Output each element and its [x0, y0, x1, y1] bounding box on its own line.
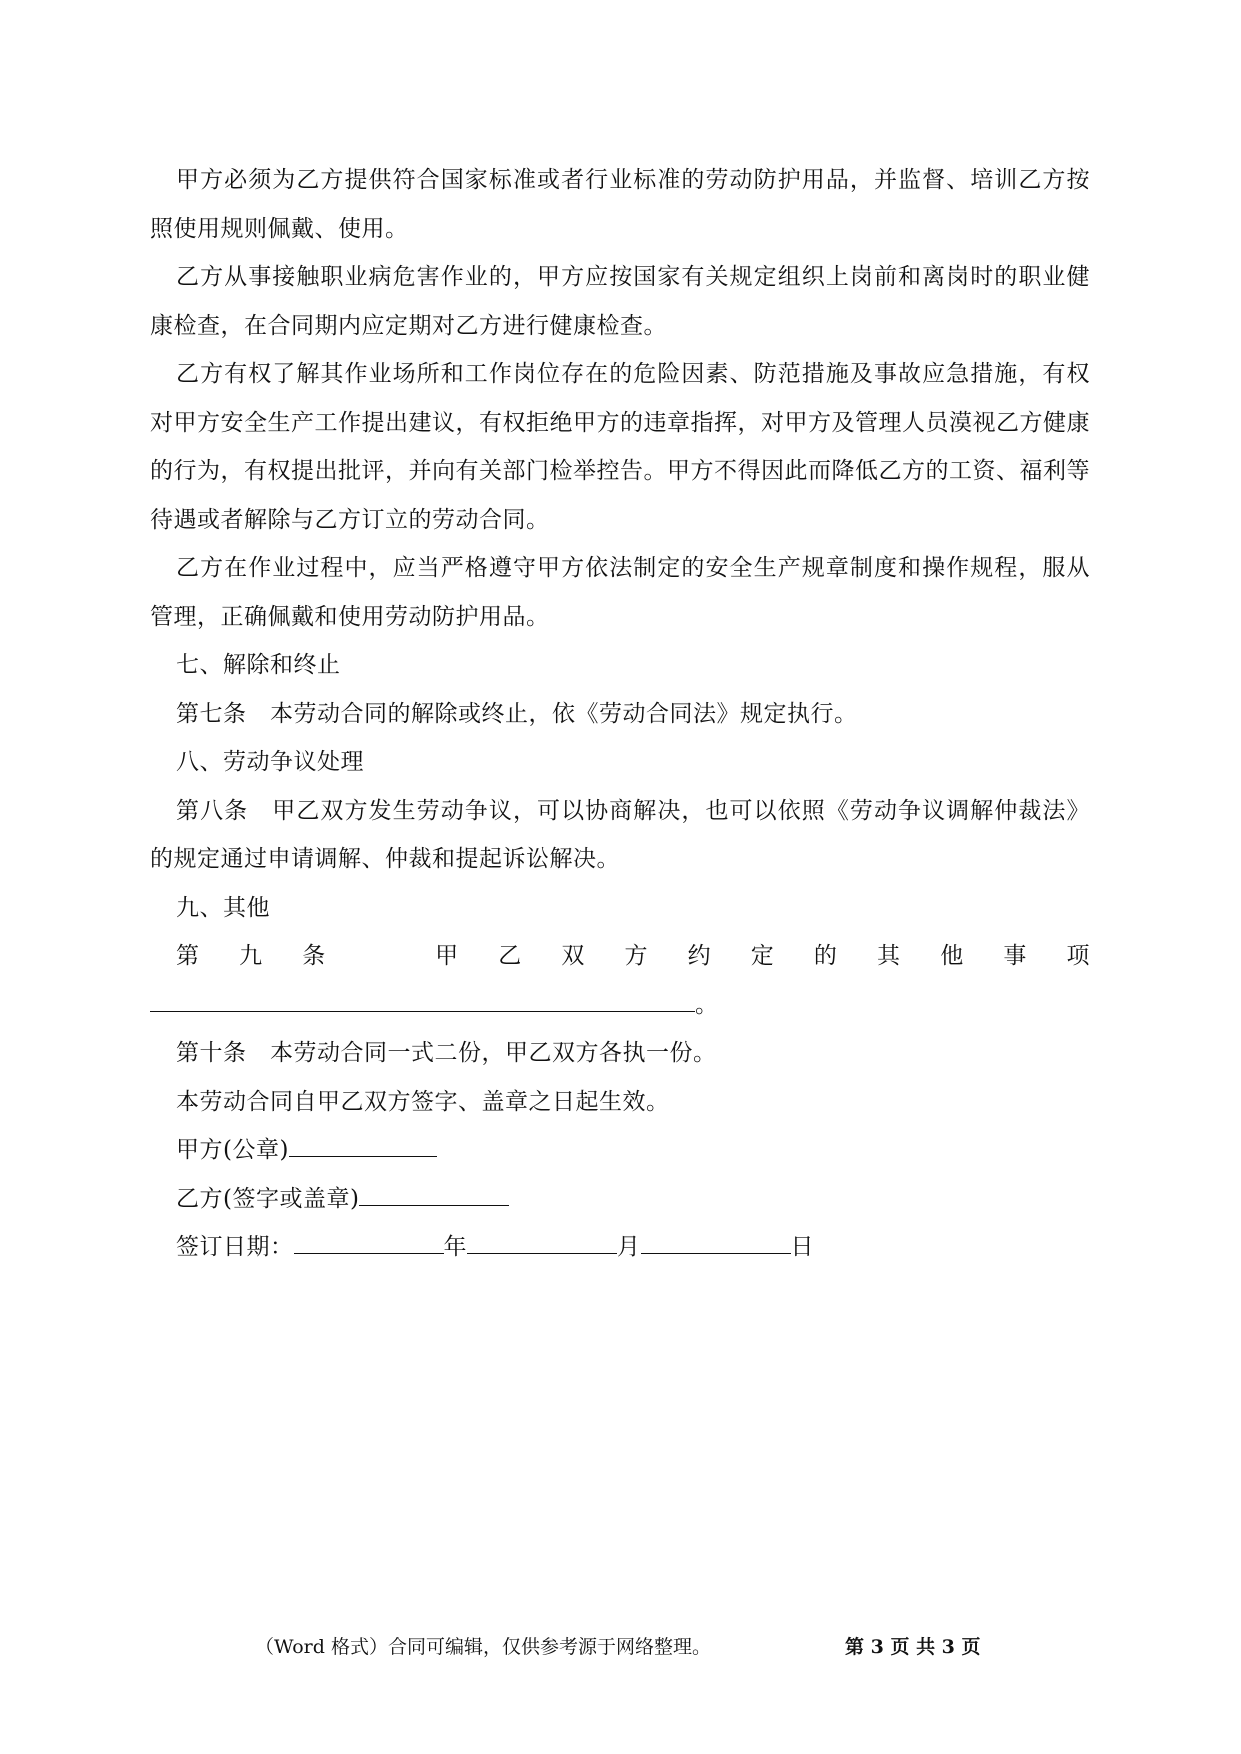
month-label: 月 — [617, 1234, 641, 1260]
paragraph-protective-equipment: 甲方必须为乙方提供符合国家标准或者行业标准的劳动防护用品，并监督、培训乙方按照使用规则佩戴、使用。 — [150, 167, 1090, 242]
footer-note: （Word 格式）合同可编辑，仅供参考源于网络整理。 — [255, 1636, 711, 1658]
party-b-signature-line — [150, 1175, 1090, 1224]
year-blank — [294, 1227, 444, 1254]
section-heading-termination: 七、解除和终止 — [176, 652, 341, 678]
article-nine-blank-line — [150, 981, 1090, 1030]
document-body — [150, 156, 1090, 1272]
article-ten: 第十条 本劳动合同一式二份，甲乙双方各执一份。 — [176, 1040, 717, 1066]
sign-date-line — [150, 1223, 1090, 1272]
article-nine-end-mark: 。 — [695, 991, 719, 1018]
article-nine-gap — [365, 932, 395, 981]
paragraph-health-check: 乙方从事接触职业病危害作业的，甲方应按国家有关规定组织上岗前和离岗时的职业健康检查，在合同期内应定期对乙方进行健康检查。 — [150, 264, 1090, 339]
article-nine-char: 事 — [1003, 943, 1027, 969]
article-nine-char: 第 — [176, 943, 200, 969]
paragraph-rights: 乙方有权了解其作业场所和工作岗位存在的危险因素、防范措施及事故应急措施，有权对甲方安全生产工作提出建议，有权拒绝甲方的违章指挥，对甲方及管理人员漠视乙方健康的行为，有权提出批评，并向有关部门检举控告。甲方不得因此而降低乙方的工资、福利等待遇或者解除与乙方订立的劳动合同。 — [150, 361, 1090, 533]
page-number: 第 3 页 共 3 页 — [845, 1636, 981, 1658]
day-blank — [641, 1227, 791, 1254]
article-nine-char: 九 — [239, 943, 263, 969]
section-heading-other: 九、其他 — [176, 894, 270, 921]
article-nine-char: 乙 — [498, 943, 522, 969]
paragraph-compliance: 乙方在作业过程中，应当严格遵守甲方依法制定的安全生产规章制度和操作规程，服从管理，正确佩戴和使用劳动防护用品。 — [150, 555, 1090, 630]
article-nine-char: 甲 — [435, 943, 459, 969]
article-nine-char: 双 — [561, 943, 585, 969]
sign-date-label: 签订日期： — [176, 1234, 294, 1260]
party-a-blank — [289, 1130, 437, 1157]
article-nine-fill-blank — [150, 985, 695, 1012]
article-eight: 第八条 甲乙双方发生劳动争议，可以协商解决，也可以依照《劳动争议调解仲裁法》的规定通过申请调解、仲裁和提起诉讼解决。 — [150, 797, 1090, 872]
party-b-label: 乙方(签字或盖章) — [176, 1185, 360, 1212]
article-nine-char: 其 — [877, 943, 901, 969]
article-nine-char: 他 — [940, 943, 964, 969]
month-blank — [467, 1227, 617, 1254]
party-a-label: 甲方(公章) — [176, 1137, 289, 1163]
article-seven: 第七条 本劳动合同的解除或终止，依《劳动合同法》规定执行。 — [176, 700, 858, 727]
day-label: 日 — [790, 1234, 814, 1260]
article-nine-char: 约 — [687, 943, 712, 969]
party-b-blank — [359, 1179, 509, 1206]
effective-clause: 本劳动合同自甲乙双方签字、盖章之日起生效。 — [176, 1088, 670, 1115]
article-nine-heading — [150, 932, 1090, 981]
party-a-signature-line — [150, 1126, 1090, 1175]
year-label: 年 — [443, 1234, 467, 1260]
article-nine-char: 定 — [750, 943, 775, 969]
article-nine-char: 的 — [813, 943, 838, 969]
article-nine-char: 项 — [1066, 943, 1090, 969]
article-nine-char: 方 — [624, 943, 648, 969]
article-nine-char: 条 — [302, 943, 326, 969]
section-heading-dispute: 八、劳动争议处理 — [176, 749, 364, 775]
